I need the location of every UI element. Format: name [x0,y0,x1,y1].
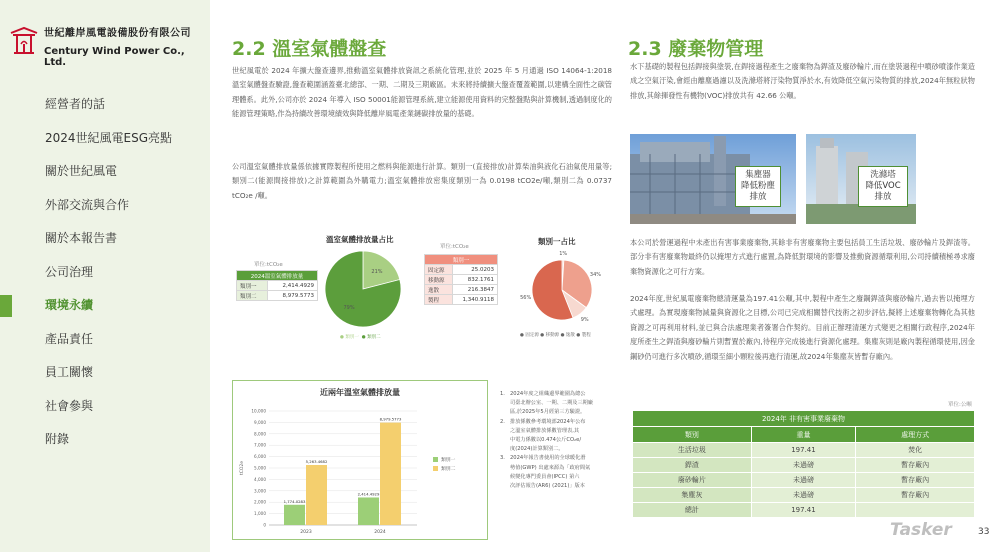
y-tick-label: 1,000 [254,511,266,517]
bar-類別一-2024 [358,497,379,525]
scrubber-tower-label: 洗滌塔 降低VOC 排放 [858,166,908,207]
bar-value-label: 2,414.4929 [357,491,380,497]
sidebar-item-1[interactable]: 2024世紀風電ESG亮點 [45,130,173,145]
waste-paragraph-3: 2024年度,世紀風電廢棄物總清運量為197.41公噸,其中,製程中產生之廢鋼銲渣與廢砂輪片,過去皆以掩埋方式處理。為實現廢棄物減量與資源化之目標,公司已完成相關替代技術之初步評估,擬將上述廢棄物轉化為其他資源之可再利用材料,並已與合法處理業者簽署合作契約。目前正辦理清運方式變更之相關行政程序,2024年度所產生之銲渣與廢砂輪片則暫置於廠內,待程序完成後進行資源化處理。集塵灰則是廠內製程循環使用,因金鋼砂仍可進行多次噴砂,循環至細小顆粒後再進行清運,故2024年集塵灰皆暫存廠內。 [630,294,975,361]
scope1-table [424,254,498,305]
y-axis-label: tCO2e [240,460,245,476]
sidebar-nav [0,88,210,457]
company-name-en: Century Wind Power Co., Ltd. [44,46,185,68]
note-line: 2. [500,418,505,425]
table1-header: 2024溫室氣體排放量 [237,271,318,281]
table-row: 集塵灰 未過磅 暫存廠內 [633,488,975,503]
sidebar-item-10[interactable]: 附錄 [45,432,70,446]
bar-類別二-2024 [380,423,401,525]
table-row: 廢砂輪片 未過磅 暫存廠內 [633,473,975,488]
waste-table-unit: 單位:公噸 [948,402,972,408]
table-row: 逸散 216.3847 [425,285,498,295]
pie-label: 56% [520,294,532,301]
table-row: 固定源 25.0203 [425,265,498,275]
pie1-title: 溫室氣體排放量占比 [326,235,394,244]
waste-paragraph-2: 本公司於營運過程中未產出有害事業廢棄物,其餘非有害廢棄物主要包括員工生活垃圾、廢砂輪片及銲渣等。部分非有害廢棄物最終仍以掩埋方式進行處置,為降低對環境的影響及推動資源循環利用,公司持續積極尋求廢棄物資源化之可行方案。 [630,238,975,276]
waste-col-category: 類別 [633,427,752,443]
legend-label: 類別一 [441,458,456,463]
sidebar-item-0[interactable]: 經營者的話 [45,97,106,111]
sidebar-item-5[interactable]: 公司治理 [45,264,94,279]
table1-unit: 單位:tCO₂e [254,262,283,268]
y-tick-label: 4,000 [254,476,266,482]
pie-label: 79% [343,305,355,312]
sidebar-item-2[interactable]: 關於世紀風電 [45,164,118,178]
table-row: 移動源 832.1761 [425,275,498,285]
pie-label: 21% [371,268,383,275]
pie1-legend: ● 類別一 ● 類別二 [340,335,381,340]
sidebar-item-6[interactable]: 環境永續 [0,289,210,323]
ghg-bar-chart [233,381,487,539]
y-tick-label: 7,000 [254,442,266,448]
ghg-paragraph-2: 公司溫室氣體排放量係依據實際製程所使用之燃料與能源進行計算。類別一(直接排放)計算柴油與液化石油氣使用量等;類別二(能源間接排放)之計算範圍為外購電力;溫室氣體排放密集度類別一為 0.0198 tCO2e/噸,類別二為 0.0737 tCO₂e /噸。 [232,162,612,200]
bar-類別二-2023 [306,465,327,525]
waste-col-weight: 重量 [751,427,855,443]
note-line: 2024年度之組織邊界範圍為總公 [510,391,586,397]
table2-unit: 單位:tCO₂e [440,244,469,250]
x-tick-label: 2024 [374,530,386,535]
legend-swatch-類別一 [433,457,438,462]
bar-value-label: 8,979.5773 [379,416,402,422]
pie-label: 1% [559,251,568,258]
bar-value-label: 1,774.0283 [283,498,306,504]
dust-collector-label: 集塵器 降低粉塵 排放 [735,166,781,207]
waste-table [632,410,975,518]
ghg-paragraph-1: 世紀風電於 2024 年擴大盤查邊界,推動溫室氣體排放資訊之系統化管理,並於 2025 年 5 月通過 ISO 14064-1:2018 溫室氣體盤查驗證,盤查範圍涵蓋臺北總部、一期、二期及三期廠區。未來將持續擴大盤查覆蓋範圍,以建構全面性之碳管理體系。此外,公司亦於 2024 年導入 ISO 50001能源管理系統,建立能源使用資料的完整盤點與計算機制,透過制度化的能源管理策略,作為持續改善環境績效與降低離岸風電產業鏈碳排放量的基礎。 [232,66,612,119]
y-tick-label: 10,000 [251,408,266,414]
table-row: 生活垃圾 197.41 焚化 [633,443,975,458]
note-line: 勢值(GWP) 出處來源為「政府間氣 [510,464,591,471]
tasker-watermark: Tasker [890,520,952,540]
y-tick-label: 3,000 [254,488,266,494]
sidebar-item-8[interactable]: 員工關懷 [45,365,94,379]
pie2-legend: ● 固定源 ● 移動源 ● 逸散 ● 製程 [520,333,591,338]
page-number: 33 [978,527,990,537]
bar-chart-title: 近兩年溫室氣體排放量 [320,388,400,397]
y-tick-label: 6,000 [254,454,266,460]
note-line: 1. [500,391,505,397]
waste-col-method: 處理方式 [856,427,975,443]
waste-table-title: 2024年 非有害事業廢棄物 [633,411,975,427]
pie-label: 34% [589,272,602,279]
y-tick-label: 9,000 [254,419,266,425]
table-row: 製程 1,340.9118 [425,295,498,305]
note-line: 排放係數參考環境部2024年公布 [510,418,586,425]
note-line: 3. [500,455,505,462]
note-line: 之溫室氣體排放係數管理表,其 [510,427,580,434]
table-row: 類別二 8,979.5773 [237,291,318,301]
sidebar-item-7[interactable]: 產品責任 [45,331,94,346]
ghg-2024-table [236,270,318,301]
y-tick-label: 2,000 [254,499,266,505]
waste-paragraph-1: 水下基礎的製程包括銲接與塗裝,在銲接過程產生之廢棄物為銲渣及廢砂輪片,而在塗裝過程中噴砂噴漆作業造成之空氣汙染,會經由離塵過濾以及洗滌塔將汙染物質淨於水,有效降低空氣污染物質的排放,2024年無粒狀物排放,其餘揮發性有機物(VOC)排放共有 42.66 公噸。 [630,62,975,100]
company-logo [10,24,210,68]
legend-label: 類別二 [441,467,456,472]
ghg-share-pie-chart [322,248,404,330]
sidebar-item-4[interactable]: 關於本報告書 [45,231,118,245]
table-row: 總計 197.41 [633,503,975,518]
note-line: 次評估報告(AR6) (2021)」版本 [510,483,585,490]
note-line: 區,於2025年5月經第三方驗證。 [510,409,586,416]
y-tick-label: 0 [263,522,266,528]
sidebar [0,0,210,552]
bar-chart-panel [232,380,488,540]
note-line: 司臺北辦公室、一期、二期及三期廠 [510,400,594,407]
bar-類別一-2023 [284,505,305,525]
waste-section-title: 2.3 廢棄物管理 [628,38,764,60]
note-line: 候變化專門委員會(IPCC) 第六 [510,473,580,480]
y-tick-label: 5,000 [254,465,266,471]
pie-label: 9% [580,317,589,324]
ghg-notes [500,390,612,491]
note-line: 中電力係數以0.474公斤CO₂e/ [510,437,582,444]
company-name-cn: 世紀離岸風電設備股份有限公司 [44,28,191,39]
x-tick-label: 2023 [300,530,312,535]
bar-value-label: 5,263.4682 [305,458,328,464]
table-row: 類別一 2,414.4929 [237,281,318,291]
legend-swatch-類別二 [433,466,438,471]
y-tick-label: 8,000 [254,431,266,437]
sidebar-item-3[interactable]: 外部交流與合作 [45,197,130,212]
table2-header: 類別一 [425,255,498,265]
gate-logo-icon [10,24,38,56]
scope1-share-pie-chart [522,250,602,330]
note-line: 度(2024)計算類別二。 [510,446,564,453]
ghg-section-title: 2.2 溫室氣體盤查 [232,38,387,60]
sidebar-item-9[interactable]: 社會參與 [45,398,94,413]
note-line: 2024年報告書使用的全球暖化潛 [510,455,586,462]
pie2-title: 類別一占比 [538,237,576,246]
table-row: 銲渣 未過磅 暫存廠內 [633,458,975,473]
